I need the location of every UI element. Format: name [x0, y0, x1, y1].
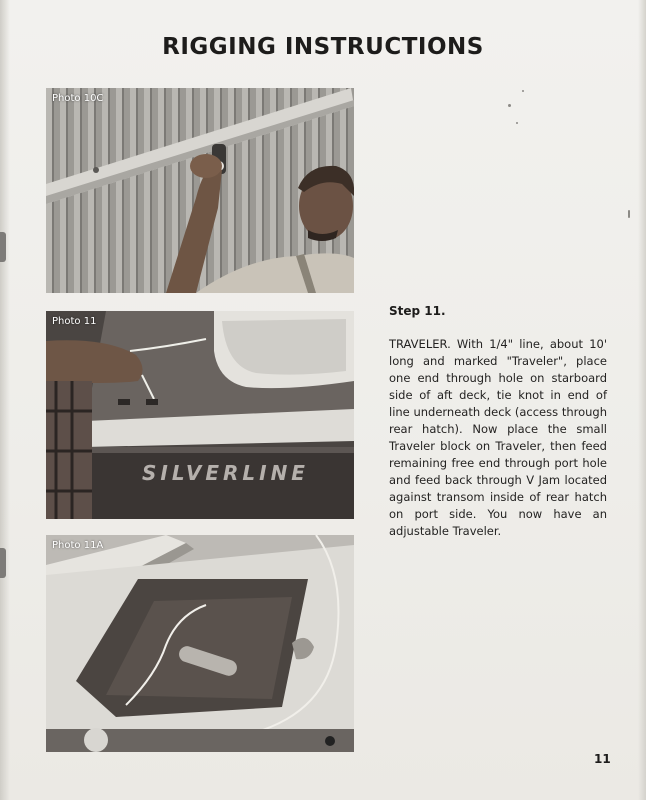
step-body-text: TRAVELER. With 1/4" line, about 10' long and marked "Traveler", place one end through hole on starboard side of aft deck, tie knot in end of line underneath deck (access through rear hatch). Now place the small Traveler block on Traveler, then feed remaining free end through port hole and feed back through V Jam located against transom inside of rear hatch on port side. You now have an adjustable Traveler.: [389, 337, 607, 538]
step-heading: Step 11.: [389, 304, 446, 318]
hull-lettering: SILVERLINE: [142, 461, 309, 485]
page-edge-shadow-right: [638, 0, 646, 800]
photo-10c-image: [46, 88, 354, 293]
page-number: 11: [594, 752, 611, 766]
photo-11a-image: [46, 535, 354, 752]
photo-11-label: Photo 11: [52, 316, 97, 327]
paper-speck: [522, 90, 524, 92]
photo-10c-label: Photo 10C: [52, 93, 104, 104]
binding-ring: [0, 232, 6, 262]
photo-11-image: [46, 311, 354, 519]
photo-11a: [46, 535, 354, 752]
photo-11a-label: Photo 11A: [52, 540, 104, 551]
photo-11: [46, 311, 354, 519]
binding-ring: [0, 548, 6, 578]
page-title: RIGGING INSTRUCTIONS: [162, 34, 484, 60]
page-edge-shadow-left: [0, 0, 10, 800]
photo-10c: [46, 88, 354, 293]
paper-speck: [516, 122, 518, 124]
paper-speck: [508, 104, 511, 107]
paper-speck: [628, 210, 630, 218]
